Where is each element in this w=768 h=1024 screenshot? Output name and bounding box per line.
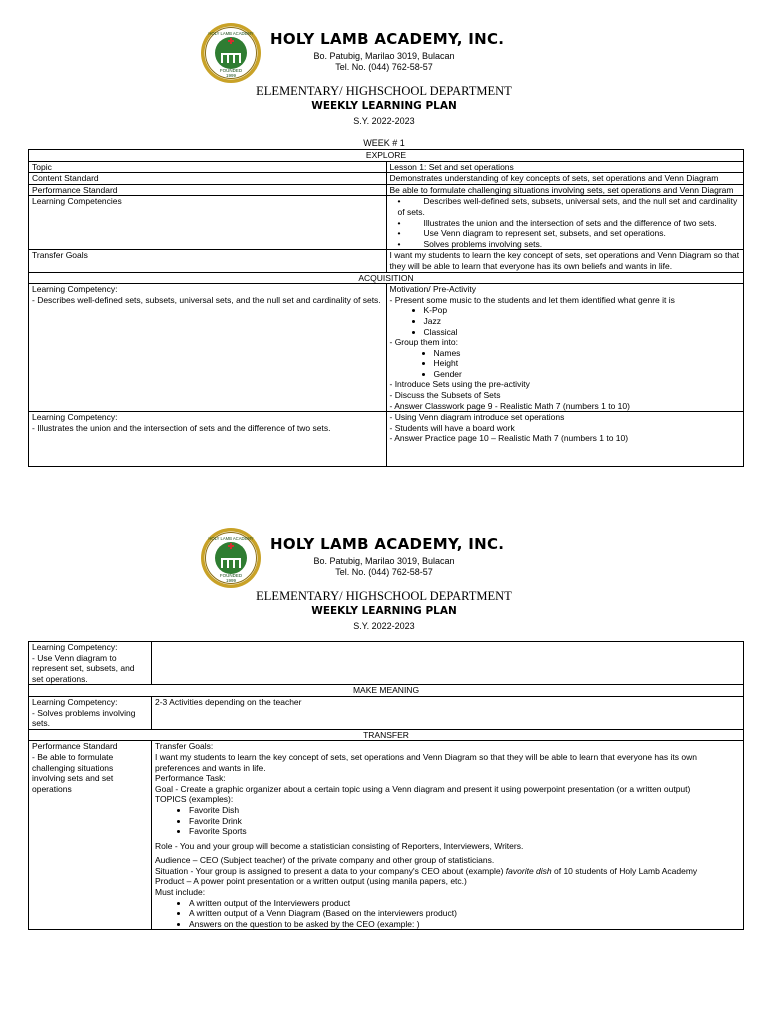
table-row bbox=[29, 696, 744, 729]
list-item: • Jazz bbox=[424, 316, 741, 327]
list-item: • Names bbox=[434, 348, 741, 359]
standard-text: - Be able to formulate challenging situations involving sets and set operations bbox=[32, 751, 114, 794]
logo-top-text: HOLY LAMB ACADEMY bbox=[208, 31, 254, 36]
weekly-plan-table bbox=[28, 149, 744, 467]
activity-step: - Students will have a board work bbox=[389, 422, 515, 433]
row-label: Transfer Goals bbox=[29, 250, 387, 272]
list-item: • Favorite Drink bbox=[189, 816, 740, 827]
row-value: Demonstrates understanding of key concepts of sets, set operations and Venn Diagram bbox=[386, 173, 744, 185]
page-2 bbox=[0, 505, 768, 1024]
activity-cell bbox=[386, 284, 744, 412]
role-text: Role - You and your group will become a statistician consisting of Reporters, Interviewers, Writers. bbox=[155, 840, 524, 851]
school-name: HOLY LAMB ACADEMY, INC. bbox=[270, 535, 505, 553]
logo-bottom-text: FOUNDED bbox=[219, 68, 243, 73]
table-row bbox=[29, 161, 744, 173]
school-address bbox=[270, 556, 498, 578]
list-item: • K-Pop bbox=[424, 305, 741, 316]
performance-task-label: Performance Task: bbox=[155, 773, 226, 784]
weekly-plan-table bbox=[28, 641, 744, 930]
list-item: • Favorite Sports bbox=[189, 826, 740, 837]
competency-label-cell bbox=[29, 642, 152, 685]
department-title: ELEMENTARY/ HIGHSCHOOL DEPARTMENT bbox=[256, 84, 512, 98]
row-label: Learning Competencies bbox=[29, 196, 387, 250]
activity-step: - Using Venn diagram introduce set operations bbox=[389, 412, 565, 423]
competency-label-cell bbox=[29, 741, 152, 930]
department-title: ELEMENTARY/ HIGHSCHOOL DEPARTMENT bbox=[256, 589, 512, 603]
row-value: Be able to formulate challenging situations involving sets, set operations and Venn Diagram bbox=[386, 184, 744, 196]
list-item: • Solves problems involving sets. bbox=[397, 238, 543, 249]
school-address bbox=[270, 51, 498, 73]
activity-cell: 2-3 Activities depending on the teacher bbox=[152, 696, 744, 729]
school-logo bbox=[200, 527, 262, 589]
list-item: • Describes well-defined sets, subsets, universal sets, and the null set and cardinality of sets. bbox=[397, 196, 738, 217]
row-label: Content Standard bbox=[29, 173, 387, 185]
row-label: Performance Standard bbox=[29, 184, 387, 196]
list-item: • A written output of the Interviewers product bbox=[189, 898, 740, 909]
competency-text: - Solves problems involving sets. bbox=[32, 707, 136, 729]
list-item: • Favorite Dish bbox=[189, 805, 740, 816]
list-item: • Gender bbox=[434, 369, 741, 380]
motivation-label: Motivation/ Pre-Activity bbox=[389, 284, 476, 295]
row-value: Lesson 1: Set and set operations bbox=[386, 161, 744, 173]
table-row bbox=[29, 184, 744, 196]
activity-cell bbox=[152, 642, 744, 685]
logo-year: 1999 bbox=[225, 73, 237, 78]
activity-step: - Discuss the Subsets of Sets bbox=[389, 390, 501, 401]
goal-text: Goal - Create a graphic organizer about a certain topic using a Venn diagram and present it using powerpoint presentation (or a written output) bbox=[155, 783, 691, 794]
logo-year: 1999 bbox=[225, 578, 237, 583]
list-item: • A written output of a Venn Diagram (Based on the interviewers product) bbox=[189, 908, 740, 919]
row-label: Topic bbox=[29, 161, 387, 173]
address-line: Bo. Patubig, Marilao 3019, Bulacan bbox=[313, 51, 455, 61]
transfer-cell bbox=[152, 741, 744, 930]
school-name: HOLY LAMB ACADEMY, INC. bbox=[270, 30, 505, 48]
list-item: • Use Venn diagram to represent set, subsets, and set operations. bbox=[397, 228, 666, 239]
competency-text: - Illustrates the union and the intersection of sets and the difference of two sets. bbox=[32, 422, 331, 433]
page-1 bbox=[0, 0, 768, 490]
week-number: WEEK # 1 bbox=[363, 138, 405, 148]
table-row bbox=[29, 741, 744, 930]
section-header-explore: EXPLORE bbox=[29, 150, 744, 162]
school-logo bbox=[200, 22, 262, 84]
section-header-make-meaning: MAKE MEANING bbox=[29, 685, 744, 697]
competency-list-cell bbox=[386, 196, 744, 250]
competency-label-cell bbox=[29, 696, 152, 729]
plan-title: WEEKLY LEARNING PLAN bbox=[311, 100, 457, 112]
activity-step: - Answer Practice page 10 – Realistic Math 7 (numbers 1 to 10) bbox=[389, 433, 629, 444]
school-year: S.Y. 2022-2023 bbox=[353, 621, 415, 631]
logo-bottom-text: FOUNDED bbox=[219, 573, 243, 578]
list-item: • Classical bbox=[424, 327, 741, 338]
transfer-goals-label: Transfer Goals: bbox=[155, 741, 214, 752]
row-value: I want my students to learn the key concept of sets, set operations and Venn Diagram so that they will be able to learn that everyone has its own beliefs and wants in life. bbox=[386, 250, 744, 272]
must-include-label: Must include: bbox=[155, 887, 206, 898]
table-row bbox=[29, 250, 744, 272]
competency-heading: Learning Competency: bbox=[32, 284, 118, 295]
situation-text: Situation - Your group is assigned to present a data to your company's CEO about (example) favorite dish of 10 students of Holy Lamb Academy bbox=[155, 865, 698, 876]
list-item: • Illustrates the union and the intersection of sets and the difference of two sets. bbox=[397, 217, 717, 228]
activity-step: - Group them into: bbox=[389, 337, 459, 348]
section-header-acquisition: ACQUISITION bbox=[29, 272, 744, 284]
topics-label: TOPICS (examples): bbox=[155, 794, 234, 805]
table-row bbox=[29, 173, 744, 185]
list-item: • Answers on the question to be asked by the CEO (example: ) bbox=[189, 919, 740, 930]
school-year: S.Y. 2022-2023 bbox=[353, 116, 415, 126]
competency-heading: Learning Competency: bbox=[32, 642, 118, 652]
transfer-goals-text: I want my students to learn the key concept of sets, set operations and Venn Diagram so that they will be able to learn that everyone has its own preferences and wants in life. bbox=[155, 751, 697, 773]
telephone-line: Tel. No. (044) 762-58-57 bbox=[335, 62, 433, 72]
competency-label-cell bbox=[29, 412, 387, 467]
logo-top-text: HOLY LAMB ACADEMY bbox=[208, 536, 254, 541]
telephone-line: Tel. No. (044) 762-58-57 bbox=[335, 567, 433, 577]
table-row bbox=[29, 412, 744, 467]
competency-label-cell bbox=[29, 284, 387, 412]
plan-title: WEEKLY LEARNING PLAN bbox=[311, 605, 457, 617]
activity-step: - Present some music to the students and let them identified what genre it is bbox=[389, 294, 675, 305]
competency-text: - Describes well-defined sets, subsets, universal sets, and the null set and cardinality of sets. bbox=[32, 294, 381, 305]
competency-heading: Learning Competency: bbox=[32, 412, 118, 423]
section-header-transfer: TRANSFER bbox=[29, 729, 744, 741]
activity-step: - Answer Classwork page 9 - Realistic Math 7 (numbers 1 to 10) bbox=[389, 400, 630, 411]
activity-step: - Introduce Sets using the pre-activity bbox=[389, 379, 530, 390]
table-row bbox=[29, 196, 744, 250]
activity-cell bbox=[386, 412, 744, 467]
table-row bbox=[29, 642, 744, 685]
list-item: • Height bbox=[434, 358, 741, 369]
standard-heading: Performance Standard bbox=[32, 741, 118, 752]
address-line: Bo. Patubig, Marilao 3019, Bulacan bbox=[313, 556, 455, 566]
competency-heading: Learning Competency: bbox=[32, 696, 118, 707]
competency-text: - Use Venn diagram to represent set, subsets, and set operations. bbox=[32, 652, 135, 684]
product-text: Product – A power point presentation or a written output (using manila papers, etc.) bbox=[155, 876, 467, 887]
table-row bbox=[29, 284, 744, 412]
audience-text: Audience – CEO (Subject teacher) of the private company and other group of statisticians. bbox=[155, 855, 495, 866]
